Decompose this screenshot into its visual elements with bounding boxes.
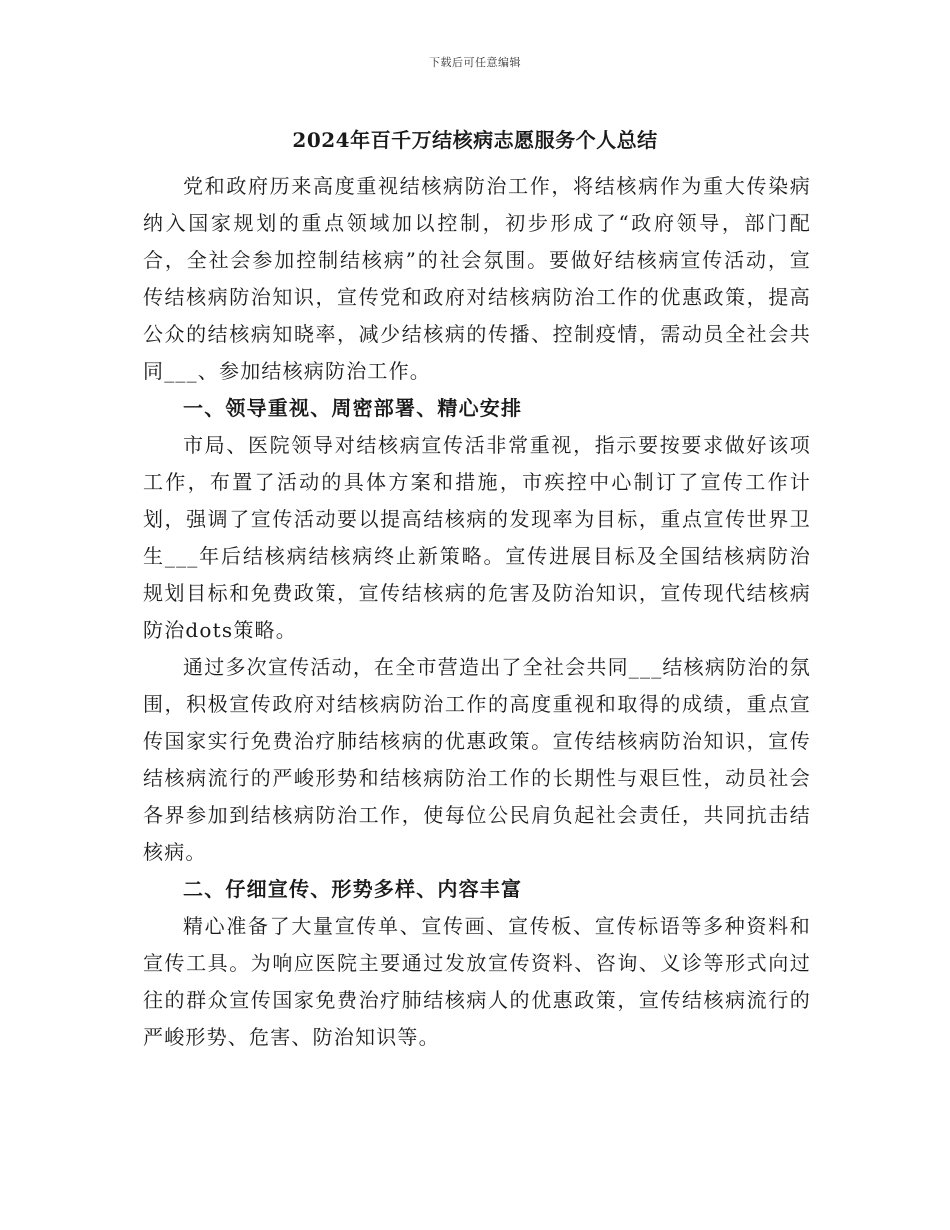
document-body [143,168,811,1056]
section-1-paragraph-2: 通过多次宣传活动，在全市营造出了全社会共同___结核病防治的氛围，积极宣传政府对结核病防治工作的高度重视和取得的成绩，重点宣传国家实行免费治疗肺结核病的优惠政策。宣传结核病防治知识，宣传结核病流行的严峻形势和结核病防治工作的长期性与艰巨性，动员社会各界参加到结核病防治工作，使每位公民肩负起社会责任，共同抗击结核病。 [143,655,811,864]
document-title: 2024年百千万结核病志愿服务个人总结 [292,128,658,152]
header-note: 下载后可任意编辑 [429,56,521,69]
section-1-paragraph-1: 市局、医院领导对结核病宣传活非常重视，指示要按要求做好该项工作，布置了活动的具体方案和措施，市疾控中心制订了宣传工作计划，强调了宣传活动要以提高结核病的发现率为目标，重点宣传世界卫生___年后结核病结核病终止新策略。宣传进展目标及全国结核病防治规划目标和免费政策，宣传结核病的危害及防治知识，宣传现代结核病防治dots策略。 [143,433,811,642]
intro-paragraph: 党和政府历来高度重视结核病防治工作，将结核病作为重大传染病纳入国家规划的重点领域加以控制，初步形成了“政府领导，部门配合，全社会参加控制结核病”的社会氛围。要做好结核病宣传活动，宣传结核病防治知识，宣传党和政府对结核病防治工作的优惠政策，提高公众的结核病知晓率，减少结核病的传播、控制疫情，需动员全社会共同___、参加结核病防治工作。 [143,174,811,383]
section-2-paragraph-1: 精心准备了大量宣传单、宣传画、宣传板、宣传标语等多种资料和宣传工具。为响应医院主要通过发放宣传资料、咨询、义诊等形式向过往的群众宣传国家免费治疗肺结核病人的优惠政策，宣传结核病流行的严峻形势、危害、防治知识等。 [143,914,811,1049]
section-2-heading: 二、仔细宣传、形势多样、内容丰富 [183,877,523,901]
section-1-heading: 一、领导重视、周密部署、精心安排 [183,396,523,420]
